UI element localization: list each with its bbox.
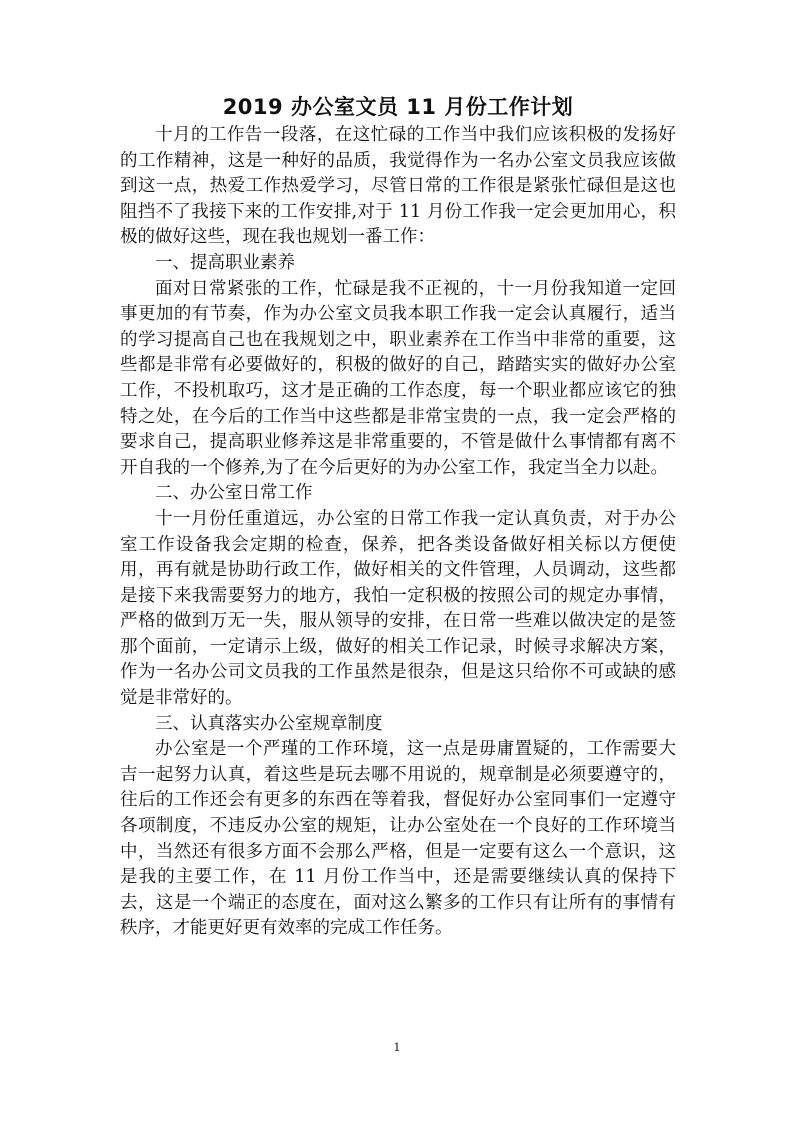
section-body-1: 面对日常紧张的工作，忙碌是我不正视的，十一月份我知道一定回事更加的有节奏，作为办公室文员我本职工作我一定会认真履行，适当的学习提高自己也在我规划之中，职业素养在工作当中非常的重要，这些都是非常有必要做好的，积极的做好的自己，踏踏实实的做好办公室工作，不投机取巧，这才是正确的工作态度，每一个职业都应该它的独特之处，在今后的工作当中这些都是非常宝贵的一点，我一定会严格的要求自己，提高职业修养这是非常重要的，不管是做什么事情都有离不开自我的一个修养,为了在今后更好的为办公室工作，我定当全力以赴。: [120, 278, 676, 478]
section-body-2: 十一月份任重道远，办公室的日常工作我一定认真负责，对于办公室工作设备我会定期的检查，保养，把各类设备做好相关标以方便使用，再有就是协助行政工作，做好相关的文件管理，人员调动，这些都是接下来我需要努力的地方，我怕一定积极的按照公司的规定办事情，严格的做到万无一失，服从领导的安排，在日常一些难以做决定的是签那个面前，一定请示上级，做好的相关工作记录，时候寻求解决方案，作为一名办公司文员我的工作虽然是很杂，但是这只给你不可或缺的感觉是非常好的。: [120, 508, 676, 709]
section-heading-3: 三、认真落实办公室规章制度: [155, 713, 383, 734]
section-body-3: 办公室是一个严瑾的工作环境，这一点是毋庸置疑的，工作需要大吉一起努力认真，着这些是玩去哪不用说的，规章制是必须要遵守的，往后的工作还会有更多的东西在等着我，督促好办公室同事们一定遵守各项制度，不违反办公室的规矩，让办公室处在一个良好的工作环境当中，当然还有很多方面不会那么严格，但是一定要有这么一个意识，这是我的主要工作，在 11 月份工作当中，还是需要继续认真的保持下去，这是一个端正的态度在，面对这么繁多的工作只有让所有的事情有秩序，才能更好更有效率的完成工作任务。: [120, 739, 676, 939]
page-number: 1: [393, 1041, 401, 1054]
section-heading-1: 一、提高职业素养: [155, 252, 295, 273]
document-title: 2019 办公室文员 11 月份工作计划: [222, 95, 574, 119]
section-heading-2: 二、办公室日常工作: [155, 483, 313, 504]
intro-paragraph: 十月的工作告一段落，在这忙碌的工作当中我们应该积极的发扬好的工作精神，这是一种好的品质，我觉得作为一名办公室文员我应该做到这一点，热爱工作热爱学习，尽管日常的工作很是紧张忙碌但是这也阻挡不了我接下来的工作安排,对于 11 月份工作我一定会更加用心，积极的做好这些，现在我也规划一番工作：: [120, 125, 676, 248]
document-page: [120, 92, 676, 942]
